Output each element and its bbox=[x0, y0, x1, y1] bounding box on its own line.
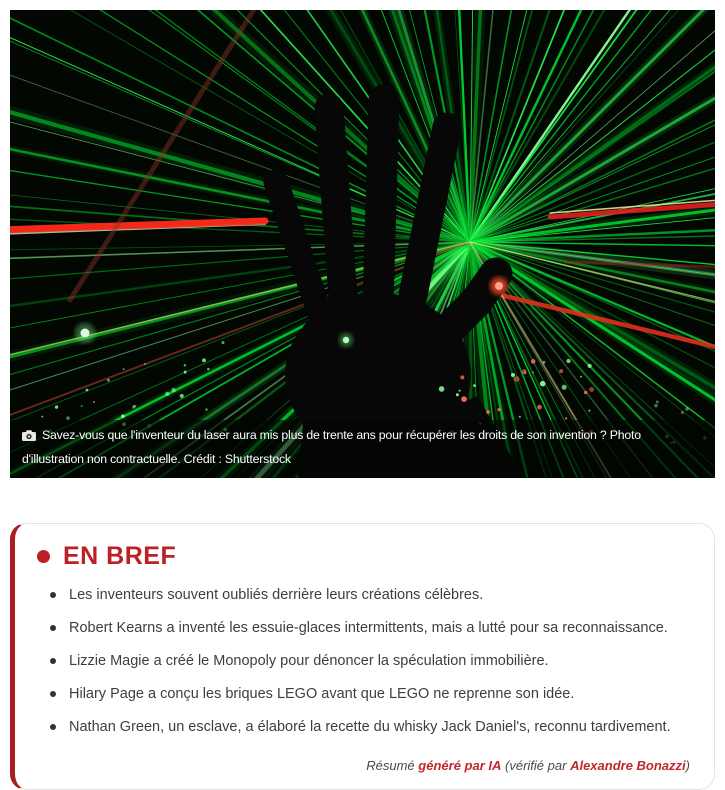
ai-attribution bbox=[37, 758, 690, 777]
summary-item: Lizzie Magie a créé le Monopoly pour dénoncer la spéculation immobilière. bbox=[48, 654, 690, 670]
attribution-suffix: ) bbox=[685, 757, 690, 773]
summary-list bbox=[37, 588, 690, 736]
summary-item: Les inventeurs souvent oubliés derrière leurs créations célèbres. bbox=[48, 588, 690, 604]
ai-generated-label: généré par IA bbox=[418, 757, 502, 773]
image-caption bbox=[10, 420, 715, 478]
camera-icon bbox=[22, 427, 36, 449]
summary-item: Hilary Page a conçu les briques LEGO avant que LEGO ne reprenne son idée. bbox=[48, 687, 690, 703]
en-bref-title: EN BREF bbox=[63, 542, 177, 570]
attribution-verified: (vérifié par bbox=[505, 757, 567, 773]
en-bref-box bbox=[10, 523, 715, 790]
laser-artwork bbox=[10, 10, 715, 478]
summary-item: Nathan Green, un esclave, a élaboré la recette du whisky Jack Daniel's, reconnu tardivement. bbox=[48, 720, 690, 736]
image-caption-text: Savez-vous que l'inventeur du laser aura mis plus de trente ans pour récupérer les droits de son invention ? Photo d'illustration non contractuelle. Crédit : Shutterstock bbox=[22, 428, 641, 467]
attribution-prefix: Résumé bbox=[366, 757, 415, 773]
en-bref-header bbox=[37, 542, 690, 571]
red-dot-icon bbox=[37, 550, 50, 563]
author-name: Alexandre Bonazzi bbox=[570, 757, 686, 773]
summary-item: Robert Kearns a inventé les essuie-glaces intermittents, mais a lutté pour sa reconnaissance. bbox=[48, 621, 690, 637]
hero-image bbox=[10, 10, 715, 478]
